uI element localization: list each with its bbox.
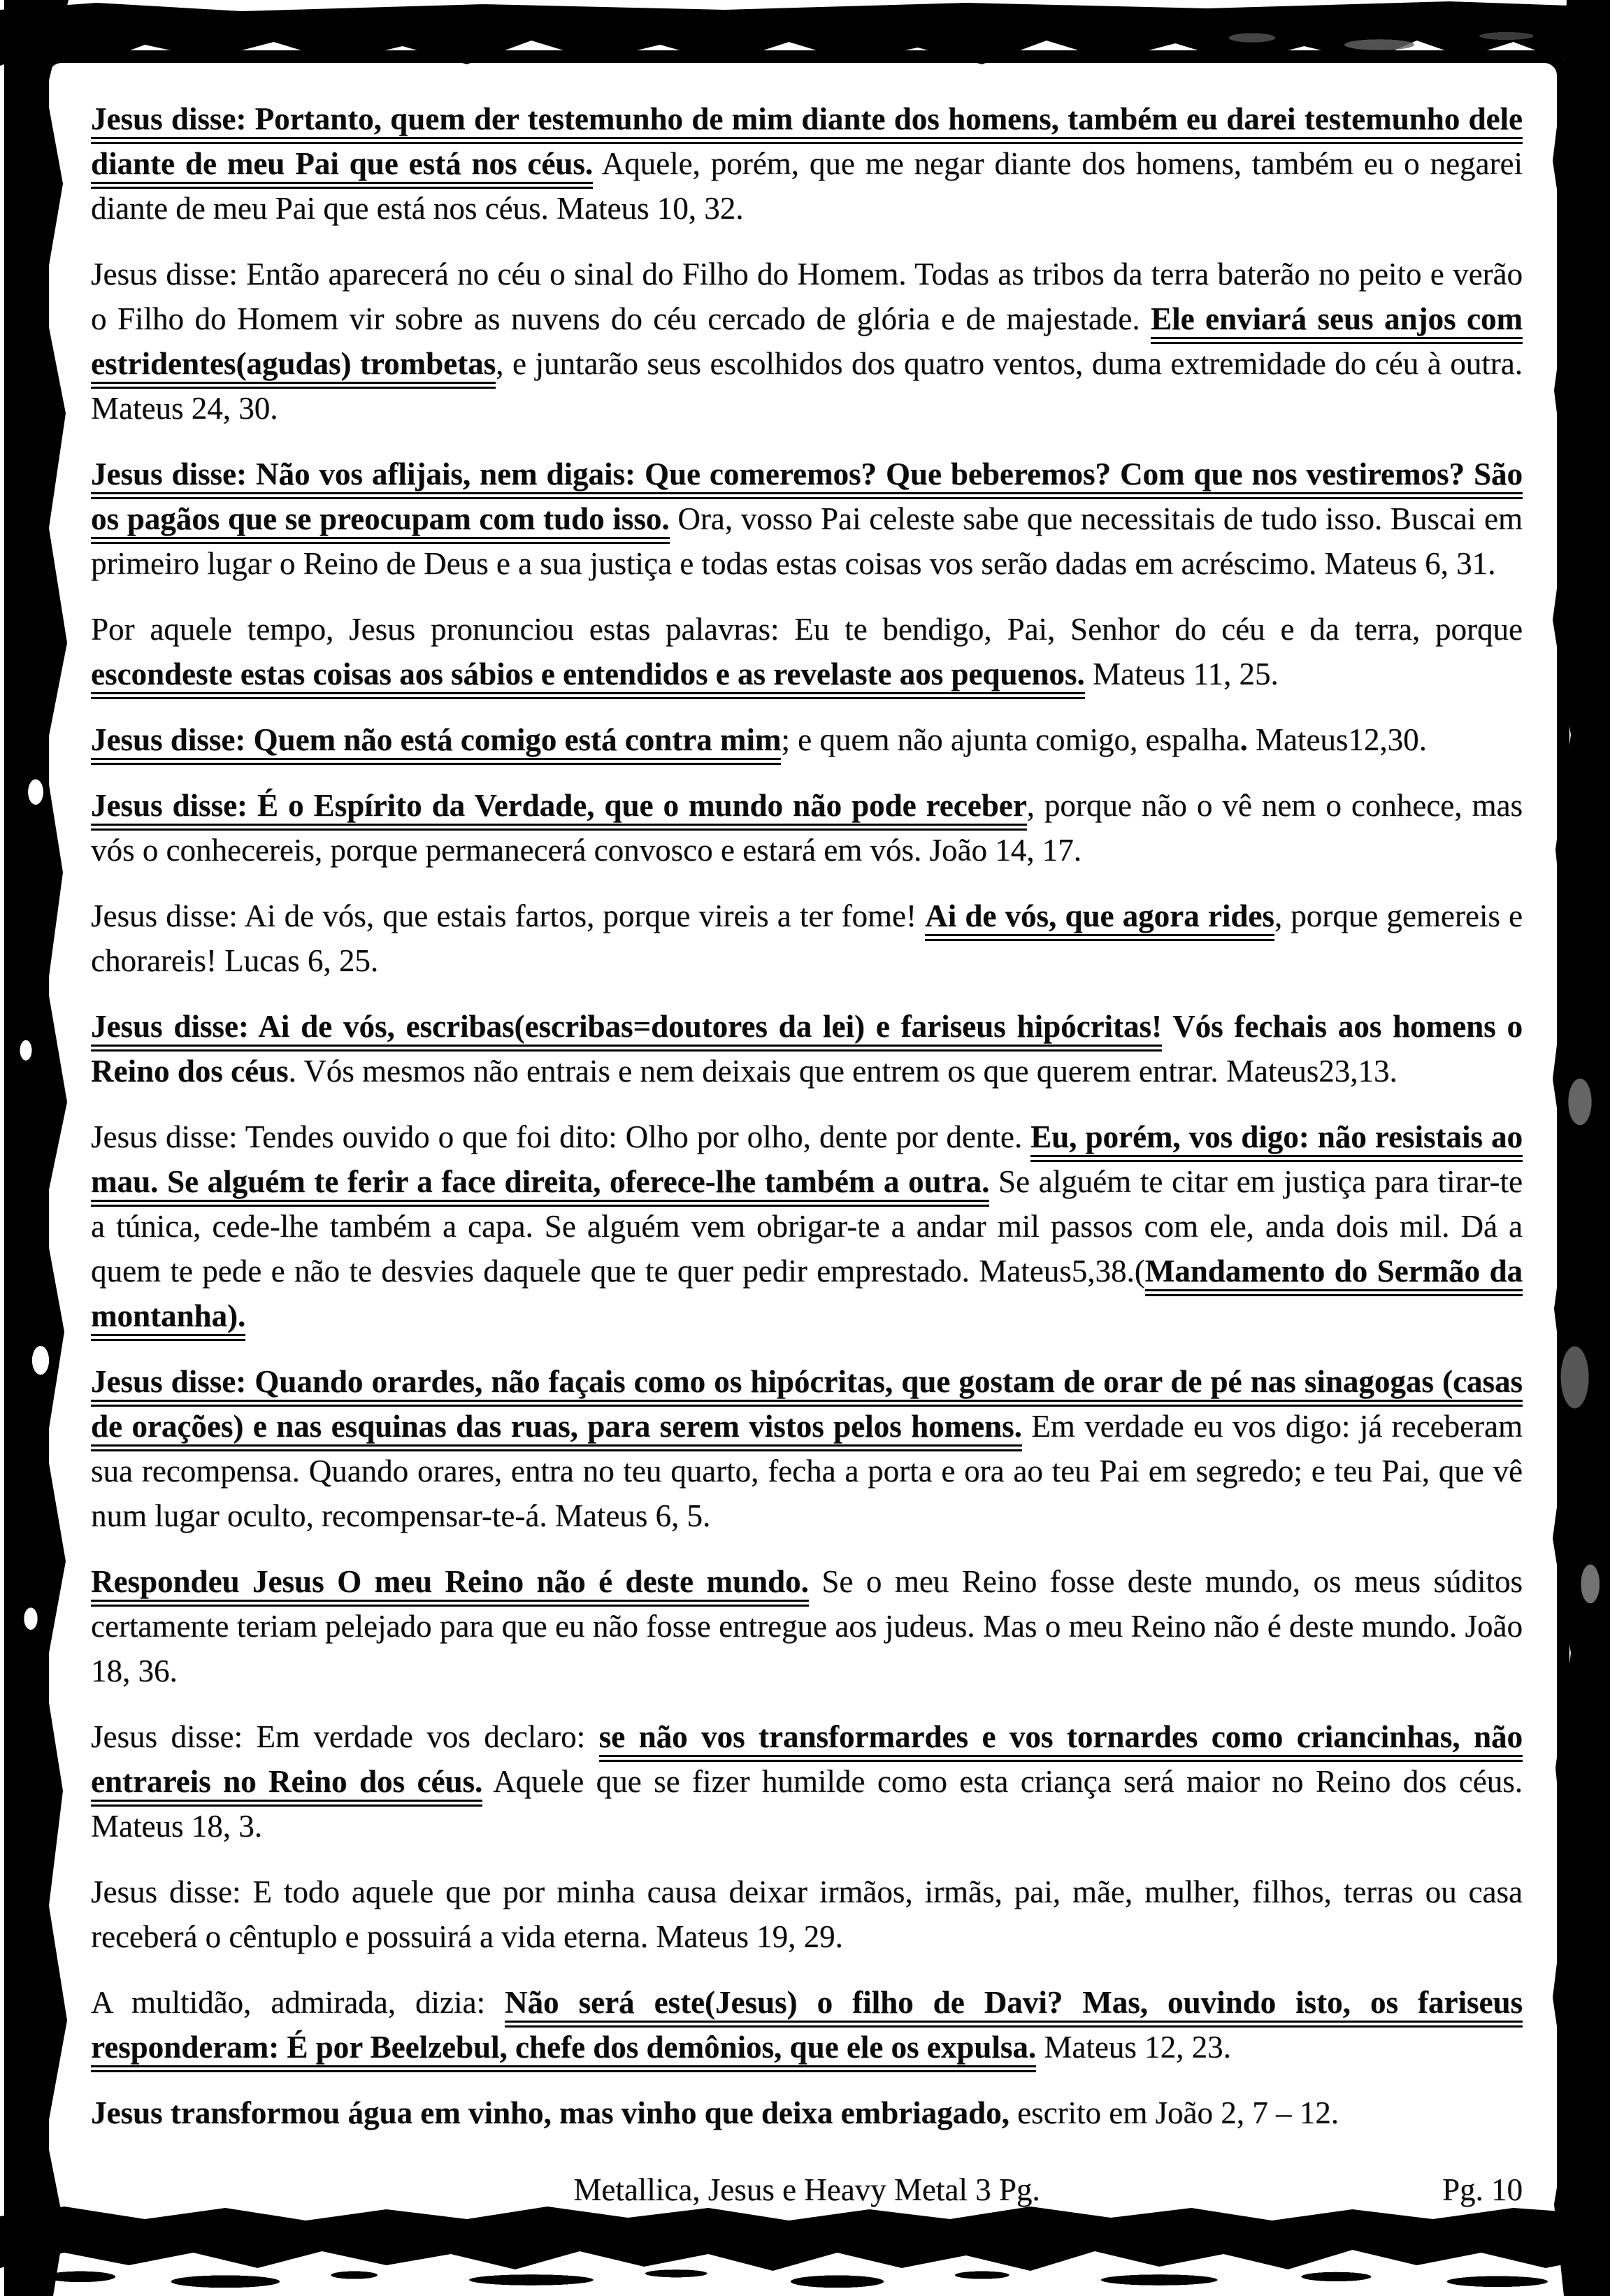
text-segment: Mandamento do Sermão da montanha). xyxy=(91,1254,1523,1341)
page-footer xyxy=(91,2167,1523,2212)
paragraph xyxy=(91,1559,1523,1693)
text-segment: se não vos transformardes e vos tornardes como criancinhas, não entrareis no Reino dos céus. xyxy=(91,1719,1523,1807)
text-segment: Mateus 12, 23. xyxy=(1036,2030,1231,2065)
text-segment: Mateus 11, 25. xyxy=(1084,656,1279,691)
text-segment: , porque não o vê nem o conhece, mas vós o conhecereis, porque permanecerá convosco e estará em vós. João 14, 17. xyxy=(91,788,1523,868)
text-segment: escrito em João 2, 7 – 12. xyxy=(1009,2095,1339,2130)
paragraph xyxy=(91,1870,1523,1959)
text-segment: Jesus disse: Ai de vós, escribas(escribas=doutores da lei) e fariseus hipócritas! xyxy=(91,1009,1162,1052)
text-segment: Jesus disse: É o Espírito da Verdade, que o mundo não pode receber xyxy=(91,788,1027,831)
text-segment: A multidão, admirada, dizia: xyxy=(91,1985,505,2020)
text-segment: Ele enviará seus anjos com estridentes(agudas) trombetas xyxy=(91,301,1523,389)
paragraph xyxy=(91,1114,1523,1338)
text-segment: . Vós mesmos não entrais e nem deixais que entrem os que querem entrar. Mateus23,13. xyxy=(288,1054,1397,1089)
grunge-smudge-right xyxy=(1554,964,1606,1653)
text-segment: Se o meu Reino fosse deste mundo, os meus súditos certamente teriam pelejado para que eu não fosse entregue aos judeus. Mas o meu Reino não é deste mundo. João 18, 36. xyxy=(91,1564,1523,1688)
paragraph xyxy=(91,717,1523,762)
text-segment: Jesus disse: E todo aquele que por minha causa deixar irmãos, irmãs, pai, mãe, mulher, filhos, terras ou casa receberá o cêntuplo e possuirá a vida eterna. Mateus 19, 29. xyxy=(91,1874,1523,1954)
paragraph xyxy=(91,2090,1523,2135)
text-segment: Ora, vosso Pai celeste sabe que necessitais de tudo isso. Buscai em primeiro lugar o Reino de Deus e a sua justiça e todas estas coisas vos serão dadas em acréscimo. Mateus 6, 31. xyxy=(91,501,1523,581)
grunge-splatter-bottom xyxy=(0,2264,1610,2296)
paragraph xyxy=(91,783,1523,873)
text-segment: Mateus12,30. xyxy=(1247,722,1427,757)
text-segment: Vós fechais aos homens o Reino dos céus xyxy=(91,1009,1523,1089)
text-segment: ; e quem não ajunta comigo, espalha xyxy=(781,722,1240,757)
paragraph xyxy=(91,96,1523,231)
text-segment: Jesus transformou água em vinho, mas vinho que deixa embriagado, xyxy=(91,2095,1009,2130)
page-number: Pg. 10 xyxy=(1442,2172,1523,2207)
paragraph xyxy=(91,252,1523,431)
text-segment: Jesus disse: Não vos aflijais, nem digais: Que comeremos? Que beberemos? Com que nos vestiremos? São os pagãos que se preocupam com tudo isso. xyxy=(91,457,1523,544)
paragraph xyxy=(91,1980,1523,2069)
text-segment: Jesus disse: Quem não está comigo está contra mim xyxy=(91,722,781,765)
text-segment: Respondeu Jesus O meu Reino não é deste mundo. xyxy=(91,1564,809,1607)
paragraph xyxy=(91,1359,1523,1538)
text-segment: Jesus disse: Tendes ouvido o que foi dito: Olho por olho, dente por dente. xyxy=(91,1119,1031,1154)
text-segment: Jesus disse: Em verdade vos declaro: xyxy=(91,1719,599,1754)
text-segment: , porque gemereis e chorareis! Lucas 6, 25. xyxy=(91,898,1523,978)
text-segment: . xyxy=(1239,722,1248,757)
grunge-smudge-top xyxy=(1198,24,1561,59)
text-segment: Em verdade eu vos digo: já receberam sua recompensa. Quando orares, entra no teu quarto, fecha a porta e ora ao teu Pai em segredo; e teu Pai, que vê num lugar oculto, recompensar-te-á. Mateus 6, 5. xyxy=(91,1409,1523,1533)
text-segment: Não será este(Jesus) o filho de Davi? Mas, ouvindo isto, os fariseus responderam: É por Beelzebul, chefe dos demônios, que ele os expulsa. xyxy=(91,1985,1523,2072)
text-segment: Se alguém te citar em justiça para tirar-te a túnica, cede-lhe também a capa. Se alguém vem obrigar-te a andar mil passos com ele, anda dois mil. Dá a quem te pede e não te desvies daquele que te quer pedir emprestado. Mateus5,38.( xyxy=(91,1164,1523,1289)
text-segment: Jesus disse: Quando orardes, não façais como os hipócritas, que gostam de orar de pé nas sinagogas (casas de orações) e nas esquinas das ruas, para serem vistos pelos homens. xyxy=(91,1364,1523,1451)
text-segment: Por aquele tempo, Jesus pronunciou estas palavras: Eu te bendigo, Pai, Senhor do céu e da terra, porque xyxy=(91,612,1523,647)
paragraph xyxy=(91,1004,1523,1093)
paragraph xyxy=(91,607,1523,696)
text-segment: escondeste estas coisas aos sábios e entendidos e as revelaste aos pequenos. xyxy=(91,656,1085,699)
text-segment: Aquele que se fizer humilde como esta criança será maior no Reino dos céus. Mateus 18, 3. xyxy=(91,1764,1523,1844)
grunge-speckles-left xyxy=(11,689,60,1722)
footer-title: Metallica, Jesus e Heavy Metal 3 Pg. xyxy=(573,2172,1040,2207)
paragraph xyxy=(91,452,1523,586)
text-segment: Jesus disse: Ai de vós, que estais fartos, porque vireis a ter fome! xyxy=(91,898,926,933)
text-segment: Aquele, porém, que me negar diante dos homens, também eu o negarei diante de meu Pai que está nos céus. Mateus 10, 32. xyxy=(91,146,1523,226)
text-segment: , e juntarão seus escolhidos dos quatro ventos, duma extremidade do céu à outra. Mateus 24, 30. xyxy=(91,346,1523,426)
text-segment: Jesus disse: Portanto, quem der testemunho de mim diante dos homens, também eu darei testemunho dele diante de meu Pai que está nos céus. xyxy=(91,101,1523,189)
text-segment: Ai de vós, que agora rides xyxy=(925,898,1274,941)
paragraph xyxy=(91,894,1523,983)
text-segment: Jesus disse: Então aparecerá no céu o sinal do Filho do Homem. Todas as tribos da terra baterão no peito e verão o Filho do Homem vir sobre as nuvens do céu cercado de glória e de majestade. xyxy=(91,257,1523,336)
paragraph-list xyxy=(91,96,1523,2135)
text-segment: Eu, porém, vos digo: não resistais ao mau. Se alguém te ferir a face direita, oferece-lhe também a outra. xyxy=(91,1119,1523,1207)
paragraph xyxy=(91,1714,1523,1849)
document-content xyxy=(91,96,1523,2212)
